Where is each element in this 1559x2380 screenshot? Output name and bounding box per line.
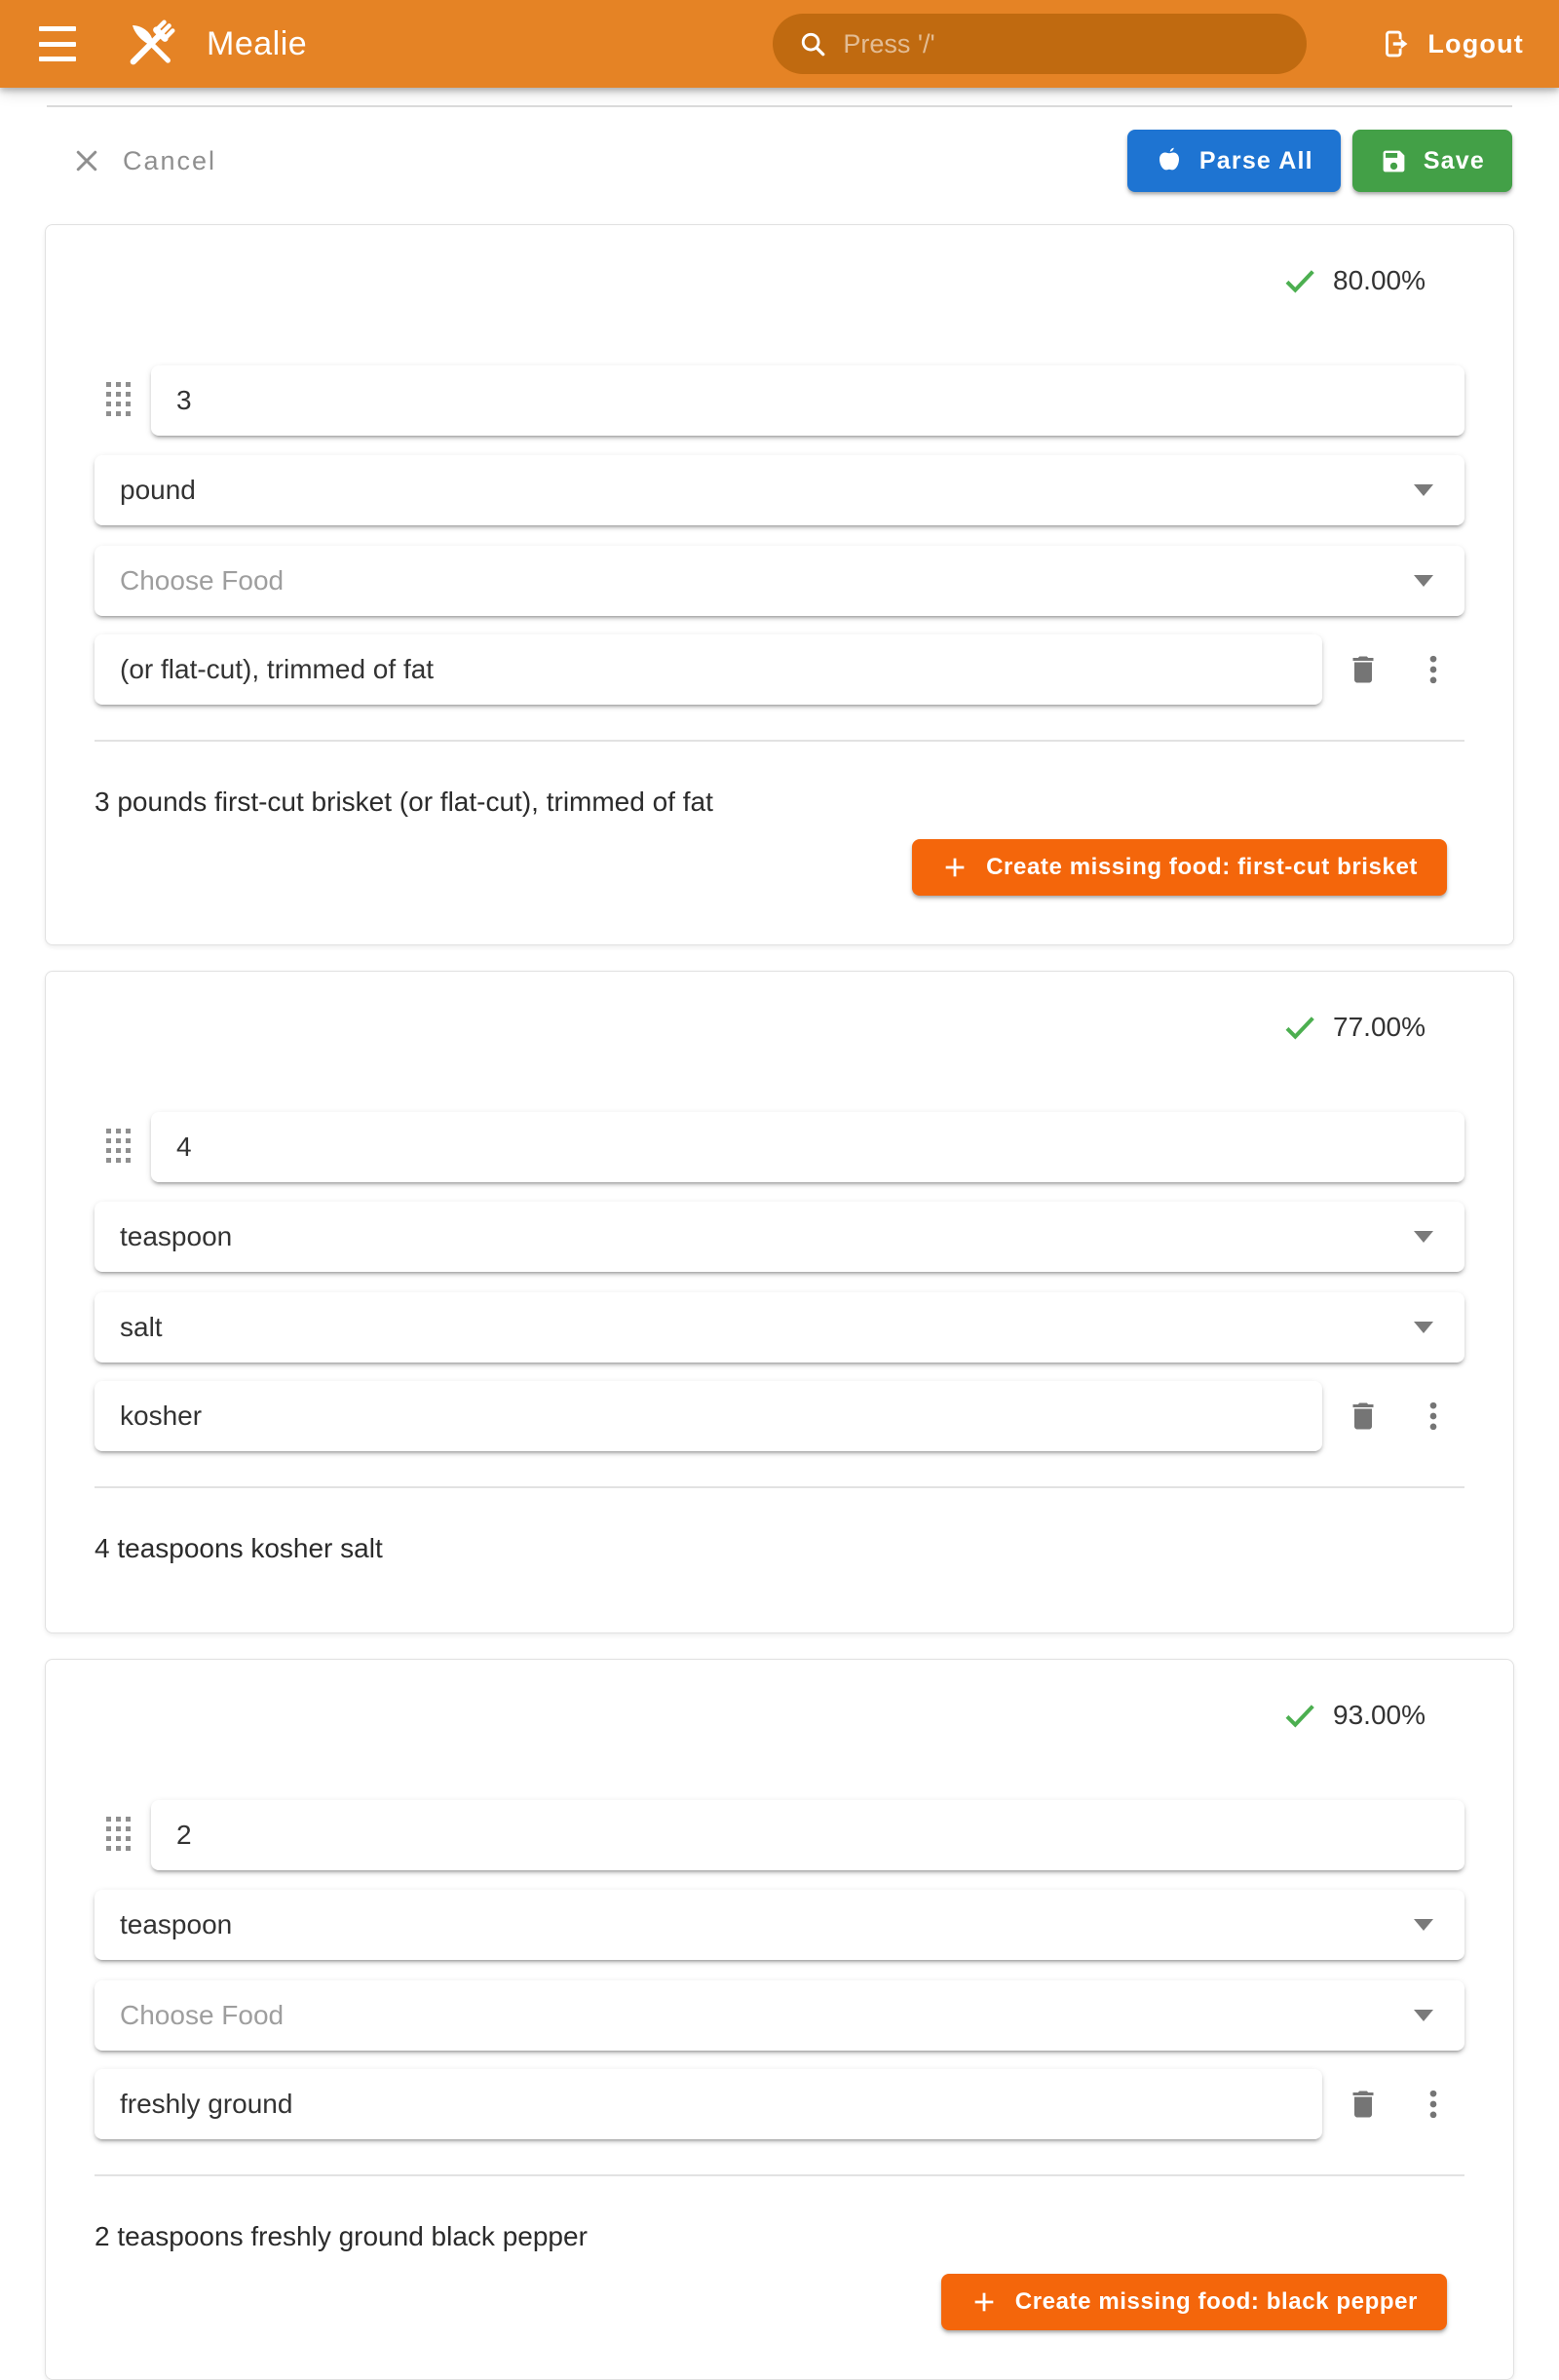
more-options-button[interactable] bbox=[1412, 646, 1455, 693]
food-value: salt bbox=[120, 1312, 163, 1342]
mealie-logo-icon bbox=[121, 14, 181, 74]
kebab-icon bbox=[1414, 648, 1453, 691]
drag-handle-icon[interactable] bbox=[106, 382, 132, 419]
trash-icon bbox=[1346, 652, 1381, 687]
plus-icon bbox=[970, 2288, 998, 2316]
confidence-row bbox=[95, 1693, 1464, 1738]
apple-icon bbox=[1155, 146, 1184, 175]
original-ingredient-text: 2 teaspoons freshly ground black pepper bbox=[95, 2221, 588, 2251]
note-row bbox=[95, 1381, 1464, 1451]
parse-all-label: Parse All bbox=[1198, 146, 1313, 174]
unit-value: pound bbox=[120, 475, 196, 505]
app-title: Mealie bbox=[207, 24, 308, 62]
confidence-row bbox=[95, 1005, 1464, 1050]
search-placeholder: Press '/' bbox=[843, 28, 935, 58]
app-header bbox=[0, 0, 1559, 88]
food-placeholder: Choose Food bbox=[120, 2000, 285, 2030]
more-options-button[interactable] bbox=[1412, 1393, 1455, 1440]
amount-input[interactable] bbox=[176, 1820, 1439, 1851]
cancel-button[interactable] bbox=[47, 146, 216, 176]
save-icon bbox=[1380, 147, 1408, 175]
card-divider bbox=[95, 1486, 1464, 1488]
original-ingredient-text: 4 teaspoons kosher salt bbox=[95, 1533, 383, 1563]
chevron-down-icon bbox=[1414, 484, 1433, 496]
plus-icon bbox=[941, 854, 969, 881]
confidence-value: 93.00% bbox=[1333, 1700, 1426, 1730]
unit-value: teaspoon bbox=[120, 1909, 233, 1939]
unit-value: teaspoon bbox=[120, 1221, 233, 1251]
ingredient-parser-list bbox=[0, 224, 1559, 2380]
search-input[interactable] bbox=[773, 14, 1307, 74]
confidence-row bbox=[95, 258, 1464, 303]
kebab-icon bbox=[1414, 1395, 1453, 1438]
card-divider bbox=[95, 740, 1464, 742]
unit-select[interactable] bbox=[95, 1202, 1464, 1272]
chevron-down-icon bbox=[1414, 1231, 1433, 1243]
confidence-value: 77.00% bbox=[1333, 1012, 1426, 1042]
delete-button[interactable] bbox=[1340, 646, 1387, 693]
logout-label: Logout bbox=[1427, 28, 1524, 58]
chevron-down-icon bbox=[1414, 2010, 1433, 2021]
trash-icon bbox=[1346, 1399, 1381, 1434]
create-missing-food-label: Create missing food: black pepper bbox=[1014, 2288, 1418, 2315]
ingredient-card bbox=[45, 1659, 1514, 2380]
create-missing-food-button[interactable] bbox=[912, 839, 1447, 896]
create-missing-food-label: Create missing food: first-cut brisket bbox=[986, 854, 1418, 880]
delete-button[interactable] bbox=[1340, 2081, 1387, 2128]
chevron-down-icon bbox=[1414, 1919, 1433, 1931]
parse-all-button[interactable] bbox=[1127, 130, 1341, 192]
header-divider bbox=[47, 105, 1512, 107]
more-options-button[interactable] bbox=[1412, 2081, 1455, 2128]
food-select[interactable] bbox=[95, 1980, 1464, 2051]
save-label: Save bbox=[1423, 146, 1485, 174]
confidence-value: 80.00% bbox=[1333, 265, 1426, 295]
check-icon bbox=[1280, 261, 1319, 300]
note-row bbox=[95, 634, 1464, 705]
amount-input[interactable] bbox=[176, 1132, 1439, 1163]
note-row bbox=[95, 2069, 1464, 2139]
logout-button[interactable] bbox=[1381, 27, 1524, 60]
original-ingredient-text: 3 pounds first-cut brisket (or flat-cut), trimmed of fat bbox=[95, 787, 713, 817]
note-input[interactable] bbox=[120, 1401, 1297, 1432]
amount-row bbox=[95, 365, 1464, 436]
unit-select[interactable] bbox=[95, 455, 1464, 525]
save-button[interactable] bbox=[1352, 130, 1512, 192]
ingredient-card bbox=[45, 224, 1514, 945]
delete-button[interactable] bbox=[1340, 1393, 1387, 1440]
card-divider bbox=[95, 2174, 1464, 2176]
amount-input[interactable] bbox=[176, 385, 1439, 416]
create-missing-food-button[interactable] bbox=[941, 2274, 1447, 2330]
note-input[interactable] bbox=[120, 654, 1297, 685]
food-select[interactable] bbox=[95, 546, 1464, 616]
parser-toolbar bbox=[0, 129, 1559, 193]
trash-icon bbox=[1346, 2087, 1381, 2122]
ingredient-card bbox=[45, 971, 1514, 1633]
chevron-down-icon bbox=[1414, 1322, 1433, 1333]
cancel-label: Cancel bbox=[123, 145, 217, 175]
unit-select[interactable] bbox=[95, 1890, 1464, 1960]
chevron-down-icon bbox=[1414, 575, 1433, 587]
food-placeholder: Choose Food bbox=[120, 565, 285, 595]
check-icon bbox=[1280, 1696, 1319, 1735]
kebab-icon bbox=[1414, 2083, 1453, 2126]
search-icon bbox=[798, 29, 827, 58]
drag-handle-icon[interactable] bbox=[106, 1129, 132, 1166]
amount-row bbox=[95, 1800, 1464, 1870]
note-input[interactable] bbox=[120, 2089, 1297, 2120]
logout-icon bbox=[1381, 27, 1414, 60]
check-icon bbox=[1280, 1008, 1319, 1047]
food-select[interactable] bbox=[95, 1292, 1464, 1363]
close-icon bbox=[72, 146, 101, 175]
menu-icon[interactable] bbox=[39, 26, 82, 61]
amount-row bbox=[95, 1112, 1464, 1182]
drag-handle-icon[interactable] bbox=[106, 1817, 132, 1854]
